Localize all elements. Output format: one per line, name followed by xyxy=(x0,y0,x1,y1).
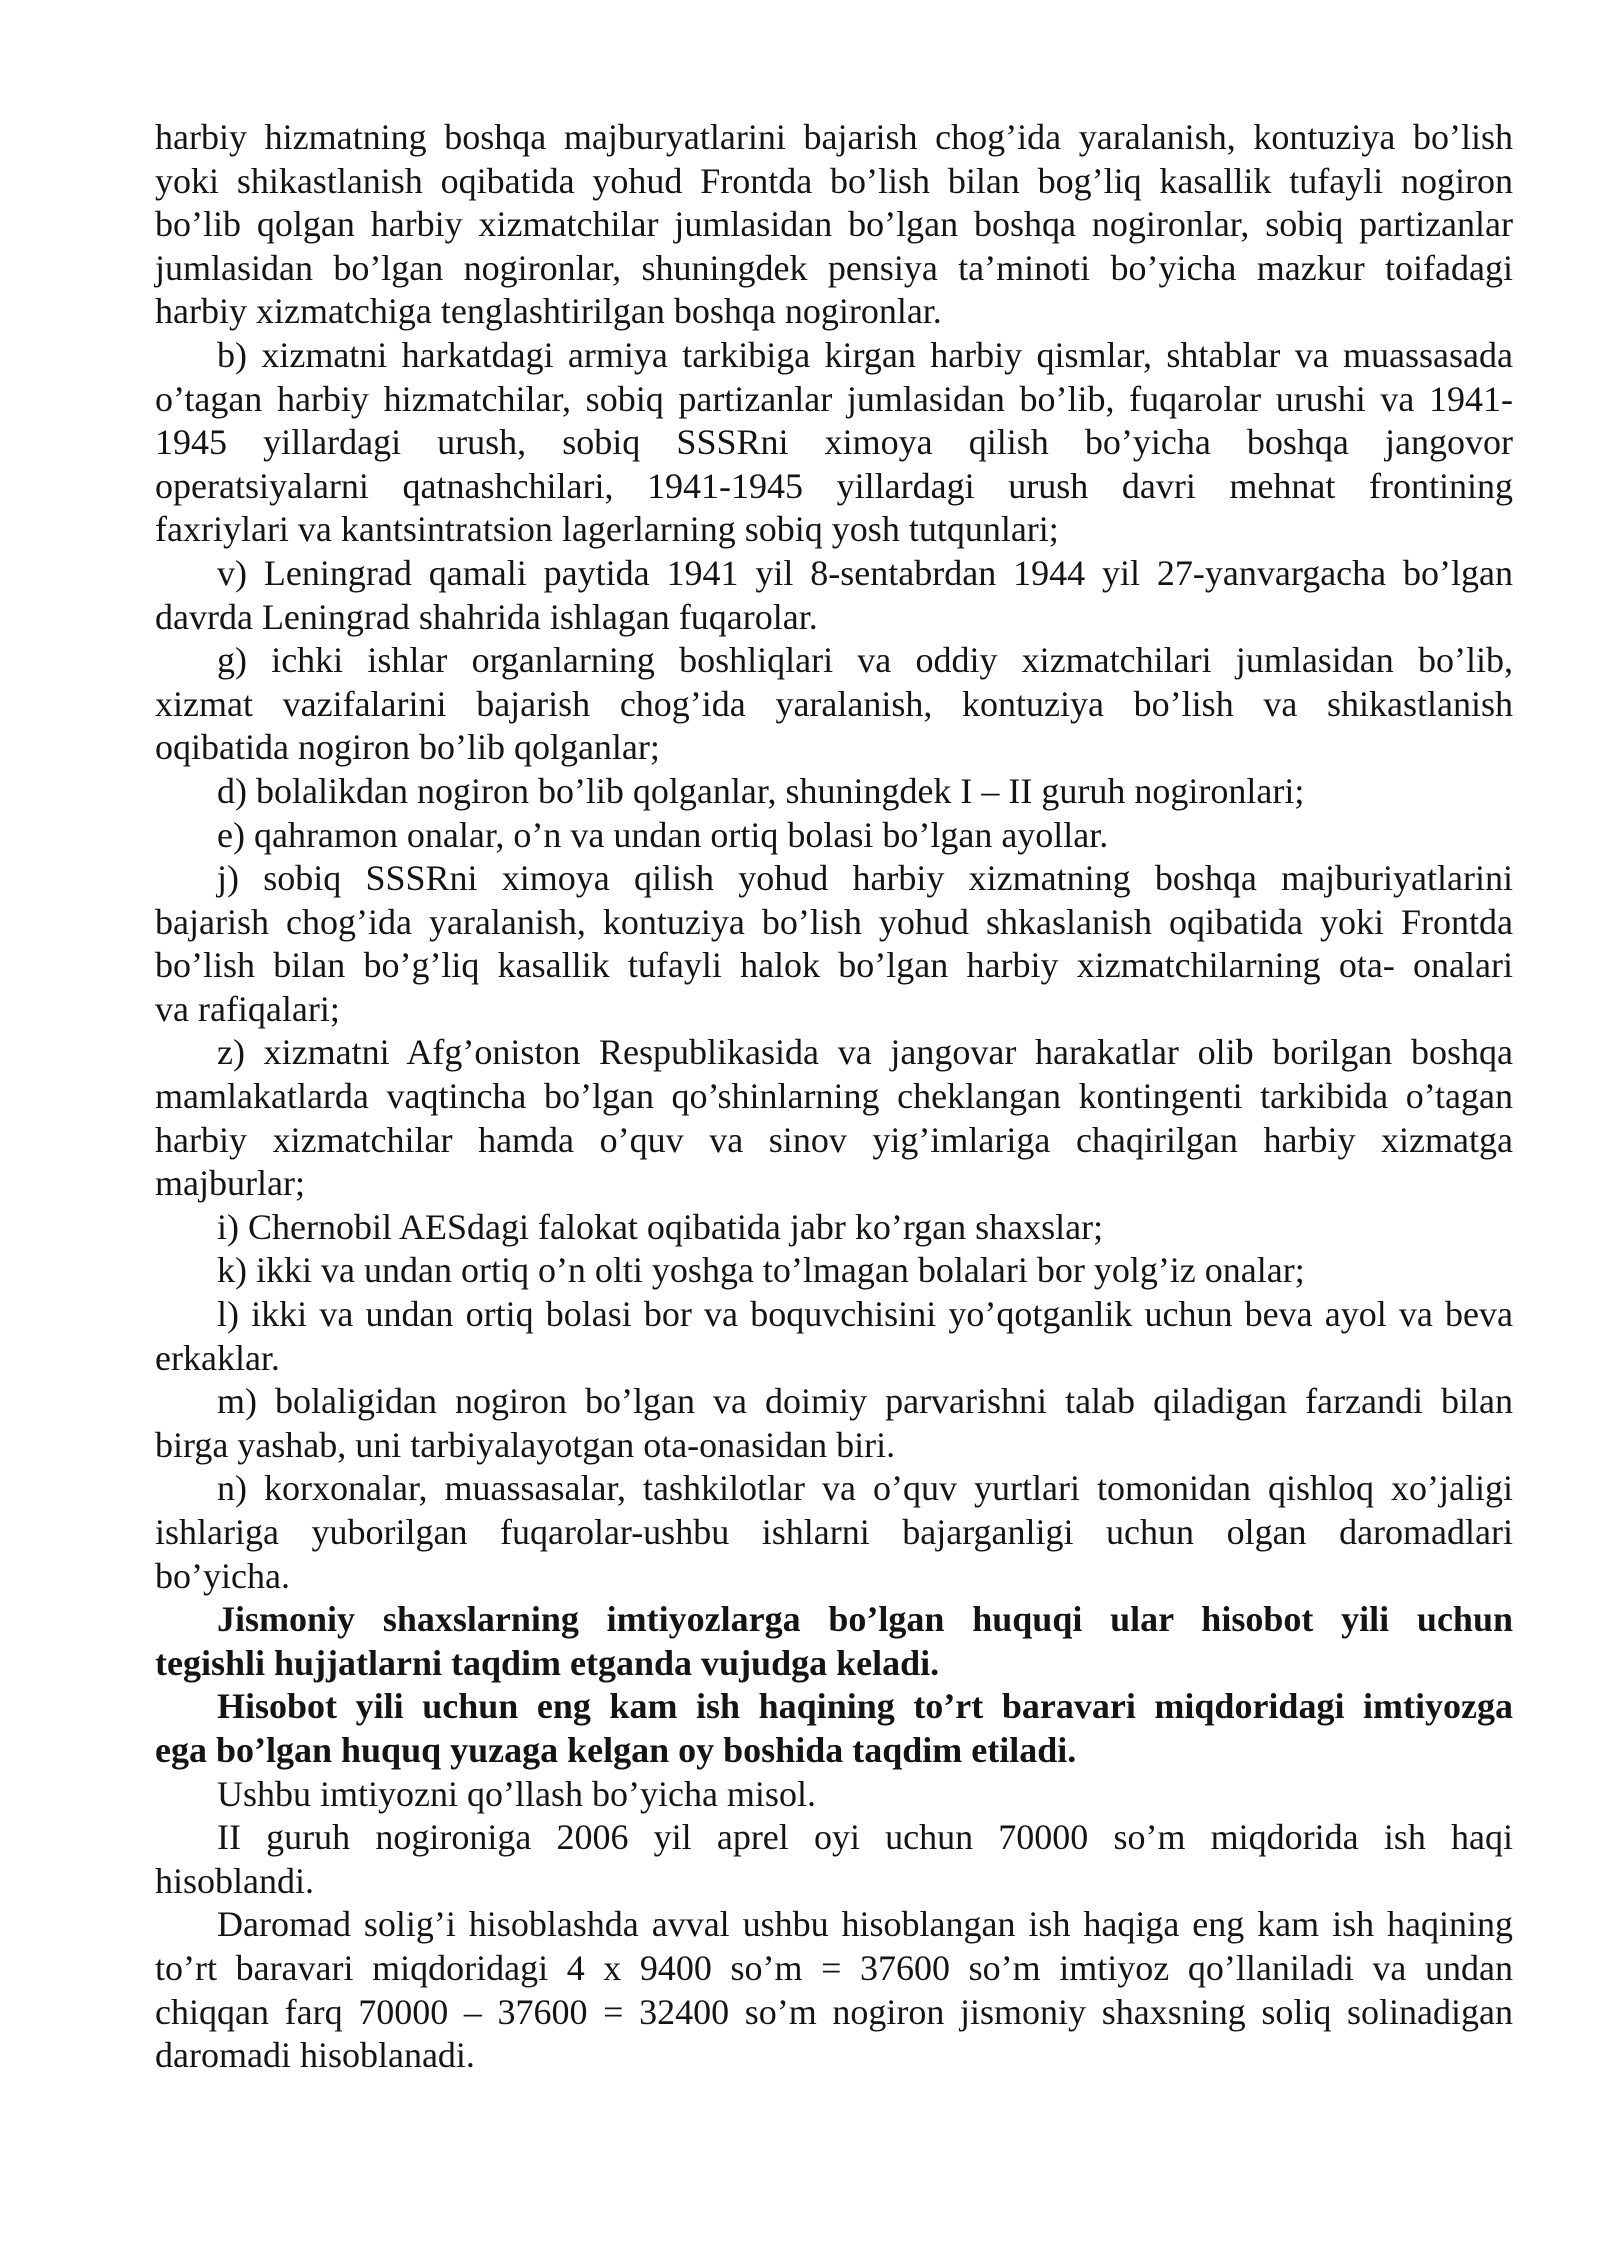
paragraph xyxy=(155,552,1513,639)
text-line: bo’lib qolgan harbiy xizmatchilar jumlasidan bo’lgan boshqa nogironlar, sobiq partizanlar xyxy=(155,204,1513,245)
text-line: Ushbu imtiyozni qo’llash bo’yicha misol. xyxy=(217,1773,816,1814)
text-line: ishlariga yuborilgan fuqarolar-ushbu ishlarni bajarganligi uchun olgan daromadlari xyxy=(155,1512,1513,1552)
text-line: xizmat vazifalarini bajarish chog’ida yaralanish, kontuziya bo’lish va shikastlanish xyxy=(155,683,1513,724)
text-line: ega bo’lgan huquq yuzaga kelgan oy boshida taqdim etiladi. xyxy=(155,1729,1077,1770)
text-line: d) bolalikdan nogiron bo’lib qolganlar, shuningdek I – II guruh nogironlari; xyxy=(217,770,1305,811)
paragraph xyxy=(155,1380,1513,1467)
paragraph xyxy=(155,1773,1513,1817)
text-line: faxriylari va kantsintratsion lagerlarning sobiq yosh tutqunlari; xyxy=(155,509,1059,550)
text-line: jumlasidan bo’lgan nogironlar, shuningdek pensiya ta’minoti bo’yicha mazkur toifadagi xyxy=(155,247,1513,288)
paragraph xyxy=(155,334,1513,552)
text-line: harbiy xizmatchilar hamda o’quv va sinov yig’imlariga chaqirilgan harbiy xizmatga xyxy=(155,1119,1513,1160)
paragraph xyxy=(155,1031,1513,1205)
text-line: harbiy hizmatning boshqa majburyatlarini bajarish chog’ida yaralanish, kontuziya bo’lish xyxy=(155,117,1513,157)
paragraph xyxy=(155,1816,1513,1903)
text-line: i) Chernobil AESdagi falokat oqibatida jabr ko’rgan shaxslar; xyxy=(217,1206,1104,1247)
document-body xyxy=(155,116,1513,2078)
text-line: operatsiyalarni qatnashchilari, 1941-1945 yillardagi urush davri mehnat frontining xyxy=(155,465,1513,506)
text-line: 1945 yillardagi urush, sobiq SSSRni ximoya qilish bo’yicha boshqa jangovor xyxy=(155,422,1513,463)
paragraph xyxy=(155,857,1513,1031)
bold-paragraph xyxy=(155,1598,1513,1685)
text-line: birga yashab, uni tarbiyalayotgan ota-onasidan biri. xyxy=(155,1424,896,1465)
text-line: erkaklar. xyxy=(155,1337,280,1378)
text-line: yoki shikastlanish oqibatida yohud Frontda bo’lish bilan bog’liq kasallik tufayli nogiron xyxy=(155,160,1513,201)
paragraph xyxy=(155,1903,1513,2077)
paragraph xyxy=(155,639,1513,770)
text-line: m) bolaligidan nogiron bo’lgan va doimiy parvarishni talab qiladigan farzandi bilan xyxy=(217,1381,1513,1422)
paragraph xyxy=(155,1249,1513,1293)
text-line: davrda Leningrad shahrida ishlagan fuqarolar. xyxy=(155,596,818,637)
bold-paragraph xyxy=(155,1685,1513,1772)
text-line: g) ichki ishlar organlarning boshliqlari va oddiy xizmatchilari jumlasidan bo’lib, xyxy=(217,640,1513,681)
text-line: harbiy xizmatchiga tenglashtirilgan boshqa nogironlar. xyxy=(155,291,942,332)
paragraph xyxy=(155,1467,1513,1598)
text-line: k) ikki va undan ortiq o’n olti yoshga to’lmagan bolalari bor yolg’iz onalar; xyxy=(217,1250,1305,1291)
text-line: majburlar; xyxy=(155,1163,305,1204)
text-line: va rafiqalari; xyxy=(155,988,340,1029)
text-line: chiqqan farq 70000 – 37600 = 32400 so’m nogiron jismoniy shaxsning soliq solinadigan xyxy=(155,1991,1513,2032)
text-line: Daromad solig’i hisoblashda avval ushbu hisoblangan ish haqiga eng kam ish haqining xyxy=(217,1904,1513,1945)
text-line: daromadi hisoblanadi. xyxy=(155,2035,475,2076)
paragraph xyxy=(155,1206,1513,1250)
text-line: oqibatida nogiron bo’lib qolganlar; xyxy=(155,727,660,768)
text-line: e) qahramon onalar, o’n va undan ortiq bolasi bo’lgan ayollar. xyxy=(217,814,1109,855)
text-line: b) xizmatni harkatdagi armiya tarkibiga kirgan harbiy qismlar, shtablar va muassasada xyxy=(217,334,1513,375)
text-line: mamlakatlarda vaqtincha bo’lgan qo’shinlarning cheklangan kontingenti tarkibida o’tagan xyxy=(155,1076,1513,1117)
text-line: n) korxonalar, muassasalar, tashkilotlar va o’quv yurtlari tomonidan qishloq xo’jaligi xyxy=(217,1468,1513,1509)
paragraph xyxy=(155,814,1513,858)
text-line: Hisobot yili uchun eng kam ish haqining to’rt baravari miqdoridagi imtiyozga xyxy=(217,1686,1513,1727)
text-line: o’tagan harbiy hizmatchilar, sobiq partizanlar jumlasidan bo’lib, fuqarolar urushi va 1941- xyxy=(155,378,1513,419)
text-line: z) xizmatni Afg’oniston Respublikasida va jangovar harakatlar olib borilgan boshqa xyxy=(217,1032,1513,1073)
text-line: to’rt baravari miqdoridagi 4 x 9400 so’m = 37600 so’m imtiyoz qo’llaniladi va undan xyxy=(155,1947,1513,1988)
text-line: v) Leningrad qamali paytida 1941 yil 8-sentabrdan 1944 yil 27-yanvargacha bo’lgan xyxy=(217,552,1513,593)
text-line: bajarish chog’ida yaralanish, kontuziya bo’lish yohud shkaslanish oqibatida yoki Frontda xyxy=(155,901,1513,942)
text-line: hisoblandi. xyxy=(155,1860,314,1901)
paragraph xyxy=(155,1293,1513,1380)
text-line: tegishli hujjatlarni taqdim etganda vujudga keladi. xyxy=(155,1642,940,1683)
text-line: bo’yicha. xyxy=(155,1555,290,1596)
text-line: II guruh nogironiga 2006 yil aprel oyi uchun 70000 so’m miqdorida ish haqi xyxy=(217,1817,1513,1858)
paragraph xyxy=(155,116,1513,334)
text-line: l) ikki va undan ortiq bolasi bor va boquvchisini yo’qotganlik uchun beva ayol va beva xyxy=(217,1294,1513,1335)
text-line: bo’lish bilan bo’g’liq kasallik tufayli halok bo’lgan harbiy xizmatchilarning ota- onalari xyxy=(155,945,1513,986)
text-line: Jismoniy shaxslarning imtiyozlarga bo’lgan huquqi ular hisobot yili uchun xyxy=(217,1599,1513,1640)
paragraph xyxy=(155,770,1513,814)
text-line: j) sobiq SSSRni ximoya qilish yohud harbiy xizmatning boshqa majburiyatlarini xyxy=(217,858,1513,899)
